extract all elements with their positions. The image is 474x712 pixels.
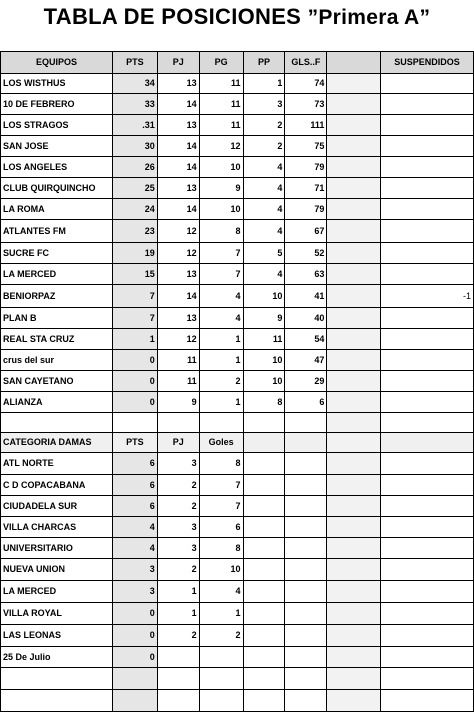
empty-cell (327, 178, 381, 199)
pts-cell: 15 (112, 264, 157, 285)
team-name: CLUB QUIRQUINCHO (1, 178, 113, 199)
empty-cell (327, 538, 381, 559)
damas-row (1, 496, 474, 517)
gls-cell: 75 (285, 136, 327, 157)
standings-row (1, 74, 474, 94)
empty-cell (327, 647, 381, 668)
empty-cell (285, 475, 327, 496)
header-gls: GLS..F (285, 52, 327, 74)
empty-cell (327, 668, 381, 690)
team-name: LA ROMA (1, 199, 113, 220)
gls-cell: 71 (285, 178, 327, 199)
pj-cell: 14 (157, 285, 199, 308)
empty-cell (199, 690, 243, 712)
empty-cell (1, 668, 113, 690)
pts-cell: 0 (112, 603, 157, 625)
standings-row (1, 371, 474, 392)
pj-cell: 2 (157, 559, 199, 581)
empty-cell (112, 668, 157, 690)
team-name: PLAN B (1, 308, 113, 329)
empty-cell (243, 690, 285, 712)
pp-cell: 11 (243, 329, 285, 350)
team-name: LOS ANGELES (1, 157, 113, 178)
pts-cell: 6 (112, 453, 157, 475)
empty-cell (243, 603, 285, 625)
pp-cell: 2 (243, 115, 285, 136)
empty-cell (327, 392, 381, 413)
header-pg: PG (199, 52, 243, 74)
damas-row (1, 475, 474, 496)
pj-cell: 1 (157, 603, 199, 625)
pj-cell: 1 (157, 581, 199, 603)
empty-cell (381, 496, 474, 517)
empty-cell (243, 453, 285, 475)
pj-cell: 3 (157, 453, 199, 475)
empty-cell (327, 453, 381, 475)
pj-cell: 13 (157, 178, 199, 199)
empty-cell (243, 496, 285, 517)
team-name: ATLANTES FM (1, 220, 113, 243)
team-name: LOS STRAGOS (1, 115, 113, 136)
gls-cell: 111 (285, 115, 327, 136)
pts-cell: 24 (112, 199, 157, 220)
pg-cell: 11 (199, 94, 243, 115)
pts-cell: 0 (112, 647, 157, 668)
empty-cell (112, 690, 157, 712)
damas-row (1, 625, 474, 647)
empty-cell (381, 453, 474, 475)
team-name: ALIANZA (1, 392, 113, 413)
pts-cell: 0 (112, 350, 157, 371)
empty-cell (327, 603, 381, 625)
empty-cell (285, 538, 327, 559)
empty-cell (381, 475, 474, 496)
empty-cell (327, 52, 381, 74)
empty-cell (199, 668, 243, 690)
empty-cell (327, 475, 381, 496)
gls-cell: 73 (285, 94, 327, 115)
damas-header-row (1, 433, 474, 453)
team-name: NUEVA UNION (1, 559, 113, 581)
empty-cell (285, 668, 327, 690)
pg-cell: 1 (199, 329, 243, 350)
pg-cell: 7 (199, 243, 243, 264)
empty-cell (285, 559, 327, 581)
pj-cell: 2 (157, 625, 199, 647)
goles-cell: 7 (199, 475, 243, 496)
team-name: ATL NORTE (1, 453, 113, 475)
header-pj: PJ (157, 52, 199, 74)
pj-cell: 11 (157, 350, 199, 371)
pj-cell: 14 (157, 199, 199, 220)
pts-cell: 6 (112, 496, 157, 517)
title-main: TABLA DE POSICIONES (43, 4, 302, 29)
empty-cell (157, 690, 199, 712)
pg-cell: 7 (199, 264, 243, 285)
standings-header-row (1, 52, 474, 74)
goles-cell (199, 647, 243, 668)
pp-cell: 4 (243, 220, 285, 243)
standings-row (1, 329, 474, 350)
pts-cell: 7 (112, 308, 157, 329)
team-name: VILLA CHARCAS (1, 517, 113, 538)
empty-cell (285, 581, 327, 603)
suspendidos-cell (381, 392, 474, 413)
empty-cell (327, 220, 381, 243)
empty-cell (285, 453, 327, 475)
team-name: 10 DE FEBRERO (1, 94, 113, 115)
gls-cell: 54 (285, 329, 327, 350)
suspendidos-cell: -1 (381, 285, 474, 308)
team-name: LAS LEONAS (1, 625, 113, 647)
pj-cell: 13 (157, 115, 199, 136)
empty-cell (381, 647, 474, 668)
pj-cell: 13 (157, 264, 199, 285)
pg-cell: 9 (199, 178, 243, 199)
gls-cell: 63 (285, 264, 327, 285)
standings-row (1, 94, 474, 115)
pj-cell: 14 (157, 136, 199, 157)
empty-cell (381, 433, 474, 453)
header-pp: PP (243, 52, 285, 74)
empty-cell (243, 559, 285, 581)
pts-cell: 4 (112, 538, 157, 559)
pj-cell: 14 (157, 157, 199, 178)
pp-cell: 9 (243, 308, 285, 329)
pp-cell: 4 (243, 199, 285, 220)
goles-cell: 2 (199, 625, 243, 647)
damas-row (1, 517, 474, 538)
pg-cell: 11 (199, 74, 243, 94)
empty-cell (381, 413, 474, 433)
pts-cell: 25 (112, 178, 157, 199)
empty-cell (285, 647, 327, 668)
pg-cell: 1 (199, 392, 243, 413)
gls-cell: 79 (285, 199, 327, 220)
team-name: SAN CAYETANO (1, 371, 113, 392)
empty-cell (285, 413, 327, 433)
empty-cell (327, 581, 381, 603)
team-name: UNIVERSITARIO (1, 538, 113, 559)
gls-cell: 74 (285, 74, 327, 94)
empty-cell (199, 413, 243, 433)
pts-cell: 7 (112, 285, 157, 308)
gls-cell: 41 (285, 285, 327, 308)
suspendidos-cell (381, 220, 474, 243)
gls-cell: 40 (285, 308, 327, 329)
empty-cell (243, 413, 285, 433)
gls-cell: 6 (285, 392, 327, 413)
empty-cell (381, 581, 474, 603)
team-name: BENIORPAZ (1, 285, 113, 308)
empty-cell (327, 157, 381, 178)
pg-cell: 8 (199, 220, 243, 243)
pj-cell: 12 (157, 220, 199, 243)
blank-row (1, 690, 474, 712)
team-name: CIUDADELA SUR (1, 496, 113, 517)
pp-cell: 1 (243, 74, 285, 94)
pp-cell: 4 (243, 178, 285, 199)
gls-cell: 67 (285, 220, 327, 243)
pj-cell (157, 647, 199, 668)
pg-cell: 11 (199, 115, 243, 136)
empty-cell (327, 625, 381, 647)
header-pts: PTS (112, 52, 157, 74)
empty-cell (327, 308, 381, 329)
pj-cell: 12 (157, 243, 199, 264)
pp-cell: 4 (243, 157, 285, 178)
pts-cell: 26 (112, 157, 157, 178)
empty-cell (327, 94, 381, 115)
pts-cell: 33 (112, 94, 157, 115)
standings-row (1, 157, 474, 178)
standings-row (1, 392, 474, 413)
suspendidos-cell (381, 94, 474, 115)
pj-cell: 13 (157, 308, 199, 329)
empty-cell (243, 625, 285, 647)
header-equipos: EQUIPOS (1, 52, 113, 74)
pp-cell: 10 (243, 350, 285, 371)
suspendidos-cell (381, 136, 474, 157)
pts-cell: 4 (112, 517, 157, 538)
pp-cell: 2 (243, 136, 285, 157)
pts-cell: 19 (112, 243, 157, 264)
empty-cell (157, 413, 199, 433)
team-name: C D COPACABANA (1, 475, 113, 496)
empty-cell (157, 668, 199, 690)
damas-row (1, 581, 474, 603)
empty-cell (243, 433, 285, 453)
empty-cell (243, 668, 285, 690)
standings-row (1, 308, 474, 329)
empty-cell (285, 690, 327, 712)
pp-cell: 10 (243, 371, 285, 392)
empty-cell (327, 329, 381, 350)
suspendidos-cell (381, 243, 474, 264)
pp-cell: 8 (243, 392, 285, 413)
standings-row (1, 115, 474, 136)
team-name: LOS WISTHUS (1, 74, 113, 94)
pj-cell: 14 (157, 94, 199, 115)
empty-cell (285, 433, 327, 453)
suspendidos-cell (381, 371, 474, 392)
damas-row (1, 538, 474, 559)
pts-cell: 0 (112, 625, 157, 647)
empty-cell (327, 433, 381, 453)
empty-cell (327, 199, 381, 220)
damas-row (1, 603, 474, 625)
standings-row (1, 178, 474, 199)
empty-cell (285, 625, 327, 647)
team-name: 25 De Julio (1, 647, 113, 668)
goles-cell: 1 (199, 603, 243, 625)
empty-cell (327, 413, 381, 433)
gls-cell: 79 (285, 157, 327, 178)
empty-cell (327, 690, 381, 712)
empty-cell (381, 690, 474, 712)
empty-cell (243, 538, 285, 559)
empty-cell (1, 690, 113, 712)
suspendidos-cell (381, 329, 474, 350)
suspendidos-cell (381, 115, 474, 136)
team-name: REAL STA CRUZ (1, 329, 113, 350)
page-title (0, 0, 474, 46)
empty-cell (327, 74, 381, 94)
empty-cell (327, 371, 381, 392)
pp-cell: 3 (243, 94, 285, 115)
suspendidos-cell (381, 199, 474, 220)
empty-cell (381, 668, 474, 690)
team-name: VILLA ROYAL (1, 603, 113, 625)
team-name: LA MERCED (1, 581, 113, 603)
empty-cell (243, 647, 285, 668)
empty-cell (327, 285, 381, 308)
standings-row (1, 285, 474, 308)
pts-cell: .31 (112, 115, 157, 136)
header-suspendidos: SUSPENDIDOS (381, 52, 474, 74)
empty-cell (285, 496, 327, 517)
empty-cell (381, 559, 474, 581)
pp-cell: 10 (243, 285, 285, 308)
standings-row (1, 264, 474, 285)
standings-row (1, 350, 474, 371)
empty-cell (381, 625, 474, 647)
empty-cell (285, 517, 327, 538)
gls-cell: 52 (285, 243, 327, 264)
empty-cell (243, 517, 285, 538)
pg-cell: 12 (199, 136, 243, 157)
empty-cell (327, 496, 381, 517)
pj-cell: 2 (157, 475, 199, 496)
empty-cell (381, 603, 474, 625)
empty-cell (327, 115, 381, 136)
blank-row (1, 668, 474, 690)
pg-cell: 4 (199, 285, 243, 308)
empty-cell (327, 559, 381, 581)
suspendidos-cell (381, 178, 474, 199)
pj-cell: 13 (157, 74, 199, 94)
pts-cell: 3 (112, 559, 157, 581)
header-goles: Goles (199, 433, 243, 453)
goles-cell: 7 (199, 496, 243, 517)
empty-cell (285, 603, 327, 625)
empty-cell (243, 475, 285, 496)
empty-cell (381, 517, 474, 538)
empty-cell (327, 243, 381, 264)
blank-row (1, 413, 474, 433)
gls-cell: 29 (285, 371, 327, 392)
empty-cell (112, 413, 157, 433)
team-name: SUCRE FC (1, 243, 113, 264)
goles-cell: 4 (199, 581, 243, 603)
damas-row (1, 453, 474, 475)
suspendidos-cell (381, 74, 474, 94)
pg-cell: 2 (199, 371, 243, 392)
pp-cell: 4 (243, 264, 285, 285)
empty-cell (1, 413, 113, 433)
standings-row (1, 243, 474, 264)
header-categoria: CATEGORIA DAMAS (1, 433, 113, 453)
pg-cell: 10 (199, 157, 243, 178)
goles-cell: 6 (199, 517, 243, 538)
goles-cell: 8 (199, 453, 243, 475)
suspendidos-cell (381, 350, 474, 371)
pp-cell: 5 (243, 243, 285, 264)
pts-cell: 6 (112, 475, 157, 496)
pts-cell: 1 (112, 329, 157, 350)
team-name: crus del sur (1, 350, 113, 371)
team-name: SAN JOSE (1, 136, 113, 157)
pg-cell: 4 (199, 308, 243, 329)
damas-row (1, 647, 474, 668)
goles-cell: 8 (199, 538, 243, 559)
pts-cell: 30 (112, 136, 157, 157)
suspendidos-cell (381, 157, 474, 178)
header-damas-pj: PJ (157, 433, 199, 453)
standings-row (1, 199, 474, 220)
standings-sheet (0, 51, 474, 712)
pts-cell: 3 (112, 581, 157, 603)
pj-cell: 3 (157, 538, 199, 559)
empty-cell (327, 136, 381, 157)
pj-cell: 3 (157, 517, 199, 538)
damas-row (1, 559, 474, 581)
pts-cell: 34 (112, 74, 157, 94)
suspendidos-cell (381, 308, 474, 329)
title-quoted: ”Primera A” (307, 6, 431, 29)
pj-cell: 11 (157, 371, 199, 392)
pg-cell: 1 (199, 350, 243, 371)
pg-cell: 10 (199, 199, 243, 220)
empty-cell (327, 350, 381, 371)
team-name: LA MERCED (1, 264, 113, 285)
pj-cell: 12 (157, 329, 199, 350)
gls-cell: 47 (285, 350, 327, 371)
pts-cell: 23 (112, 220, 157, 243)
pts-cell: 0 (112, 392, 157, 413)
pts-cell: 0 (112, 371, 157, 392)
empty-cell (327, 264, 381, 285)
standings-row (1, 220, 474, 243)
empty-cell (327, 517, 381, 538)
standings-row (1, 136, 474, 157)
goles-cell: 10 (199, 559, 243, 581)
empty-cell (381, 538, 474, 559)
suspendidos-cell (381, 264, 474, 285)
header-damas-pts: PTS (112, 433, 157, 453)
pj-cell: 2 (157, 496, 199, 517)
empty-cell (243, 581, 285, 603)
pj-cell: 9 (157, 392, 199, 413)
